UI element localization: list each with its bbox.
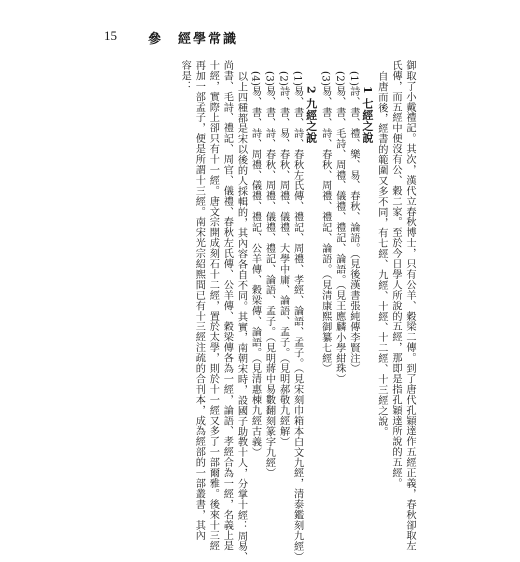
text-line: 尚書、毛詩、禮記、周官、儀禮、春秋左氏傳、公羊傳、穀梁傳各為一經，論語、孝經合為一經，名義上是 [221,60,233,552]
list-item: (3)易、書、詩、春秋、周禮、禮記、論語。（見清康熙御纂七經） [319,71,331,374]
list-item: (1)易、書、詩、春秋左氏傳、禮記、周禮、孝經、論語、孟子。（見宋刻巾箱本白文九經，清泰鑑刻九經） [291,71,303,562]
text-line: 十經，實際上卻只有十一經。唐文宗開成刻石十二經，置於太學，則於十一經又多了一部爾雅。後來十三經 [207,60,219,552]
section-heading-nine-classics: 2 九經之說 [304,86,318,143]
text-line: 氏傳，而五經中便沒有公、穀二家。至於今日學人所說的五經，那即是指孔穎達所說的五經。 [389,60,401,489]
list-item: (4)易、書、詩、周禮、儀禮、禮記、公羊傳、穀梁傳、論語。（見清惠棟九經古義） [249,71,261,458]
text-line: 御取了小戴禮記。其次，漢代立春秋博士，只有公羊、穀梁二傳。到了唐代孔穎達作五經正義，春秋卻取左 [404,60,415,552]
chapter-number: 參 [148,32,162,47]
page-number: 15 [104,28,117,43]
list-item: (2)詩、書、易、春秋、周禮、儀禮、大學中庸、論語、孟子。（見明郝敬九經解） [277,71,289,447]
text-line: 容是： [179,60,191,92]
text-line: 再加一部孟子，便是所謂十三經。南宋光宗紹熙間已有十三經注疏的合刊本，成為經部的一部叢書，其內 [193,60,205,541]
vertical-body-text [98,60,416,562]
text-line: 自唐而後，經書的範圍又多不同，有七經、九經、十經、十二經、十三經之說。 [375,71,387,437]
list-item: (1)詩、書、禮、樂、易、春秋、論語。（見後漢書張純傳李賢注） [347,71,359,374]
list-item: (2)易、書、毛詩、周禮、儀禮、禮記、論語。（見王應麟小學紺珠） [333,71,345,385]
section-heading-seven-classics: 1 七經之說 [360,86,374,143]
running-header [104,26,344,48]
book-title: 經學常識 [178,32,239,47]
text-line: 以上四種都是宋以後的人採輯的，其內容各自不同。其實，南朝宋時，設國子助教十人，分掌十經：周易、 [235,71,247,562]
list-item: (3)易、書、詩、春秋、周禮、儀禮、禮記、論語、孟子。（見明蔣中易數翻刻篆字九經） [263,71,275,479]
